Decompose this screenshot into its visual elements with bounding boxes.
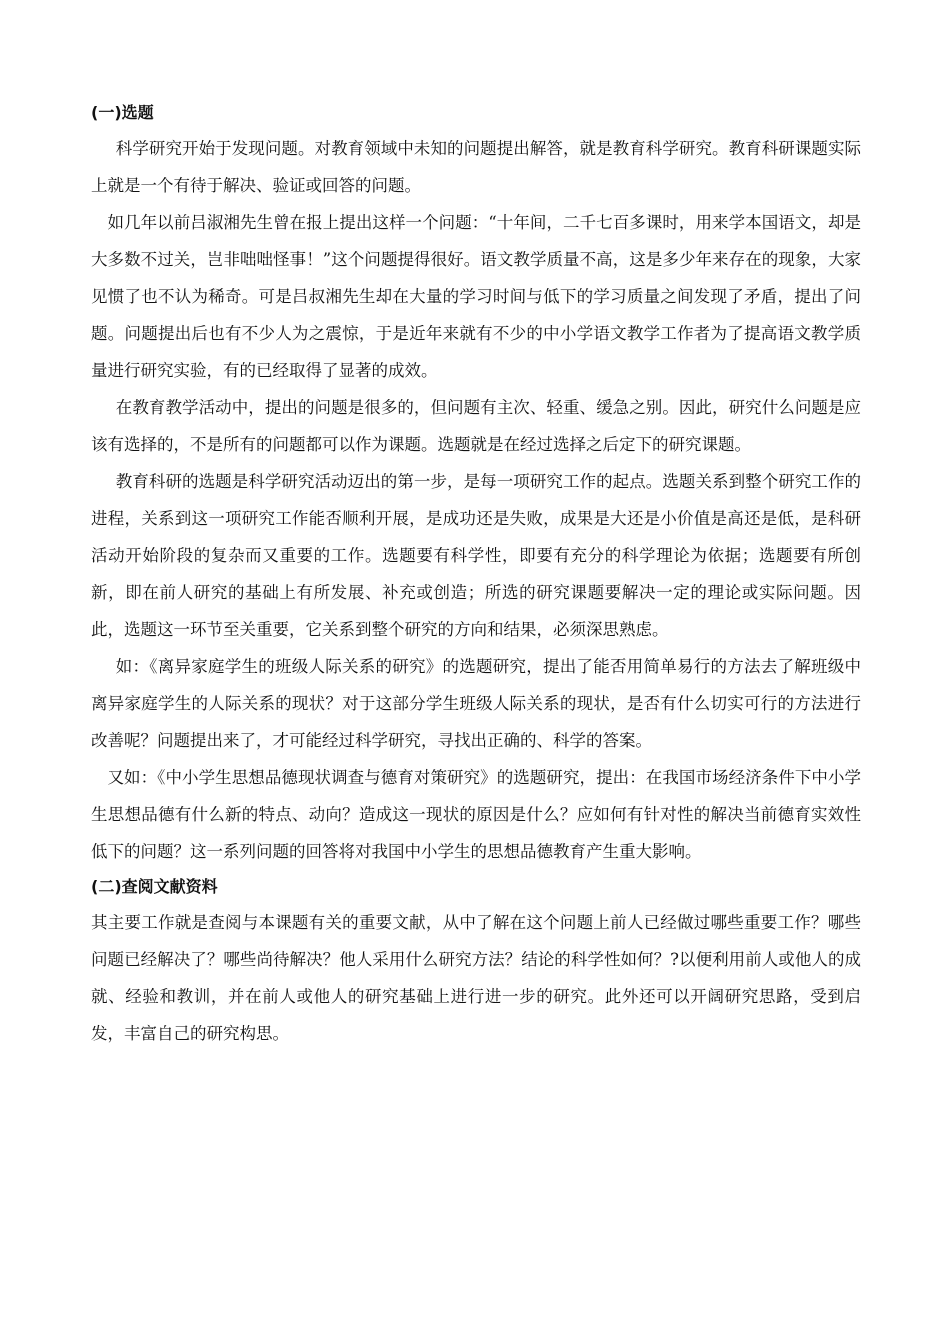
paragraph: 科学研究开始于发现问题。对教育领域中未知的问题提出解答，就是教育科学研究。教育科研课题实际上就是一个有待于解决、验证或回答的问题。 <box>91 139 861 195</box>
paragraph: 如几年以前吕淑湘先生曾在报上提出这样一个问题：“十年间，二千七百多课时，用来学本国语文，却是大多数不过关，岂非咄咄怪事！”这个问题提得很好。语文教学质量不高，这是多少年来存在的现象，大家见惯了也不认为稀奇。可是吕叔湘先生却在大量的学习时间与低下的学习质量之间发现了矛盾，提出了问题。问题提出后也有不少人为之震惊，于是近年来就有不少的中小学语文教学工作者为了提高语文教学质量进行研究实验，有的已经取得了显著的成效。 <box>91 213 861 380</box>
document-page <box>91 96 861 1052</box>
section-heading-topic-selection: (一)选题 <box>91 103 154 122</box>
paragraph: 在教育教学活动中，提出的问题是很多的，但问题有主次、轻重、缓急之别。因此，研究什么问题是应该有选择的，不是所有的问题都可以作为课题。选题就是在经过选择之后定下的研究课题。 <box>91 398 861 454</box>
paragraph: 其主要工作就是查阅与本课题有关的重要文献，从中了解在这个问题上前人已经做过哪些重要工作？哪些问题已经解决了？哪些尚待解决？他人采用什么研究方法？结论的科学性如何？?以便利用前人或他人的成就、经验和教训，并在前人或他人的研究基础上进行进一步的研究。此外还可以开阔研究思路，受到启发，丰富自己的研究构思。 <box>91 913 861 1043</box>
section-heading-literature-review: (二)查阅文献资料 <box>91 877 218 896</box>
paragraph: 又如：《中小学生思想品德现状调查与德育对策研究》的选题研究，提出：在我国市场经济条件下中小学生思想品德有什么新的特点、动向？造成这一现状的原因是什么？应如何有针对性的解决当前德育实效性低下的问题？这一系列问题的回答将对我国中小学生的思想品德教育产生重大影响。 <box>91 768 861 861</box>
paragraph: 如：《离异家庭学生的班级人际关系的研究》的选题研究，提出了能否用简单易行的方法去了解班级中离异家庭学生的人际关系的现状？对于这部分学生班级人际关系的现状，是否有什么切实可行的方法进行改善呢？问题提出来了，才可能经过科学研究，寻找出正确的、科学的答案。 <box>91 657 861 750</box>
paragraph: 教育科研的选题是科学研究活动迈出的第一步，是每一项研究工作的起点。选题关系到整个研究工作的进程，关系到这一项研究工作能否顺利开展，是成功还是失败，成果是大还是小价值是高还是低，是科研活动开始阶段的复杂而又重要的工作。选题要有科学性，即要有充分的科学理论为依据；选题要有所创新，即在前人研究的基础上有所发展、补充或创造；所选的研究课题要解决一定的理论或实际问题。因此，选题这一环节至关重要，它关系到整个研究的方向和结果，必须深思熟虑。 <box>91 472 861 639</box>
